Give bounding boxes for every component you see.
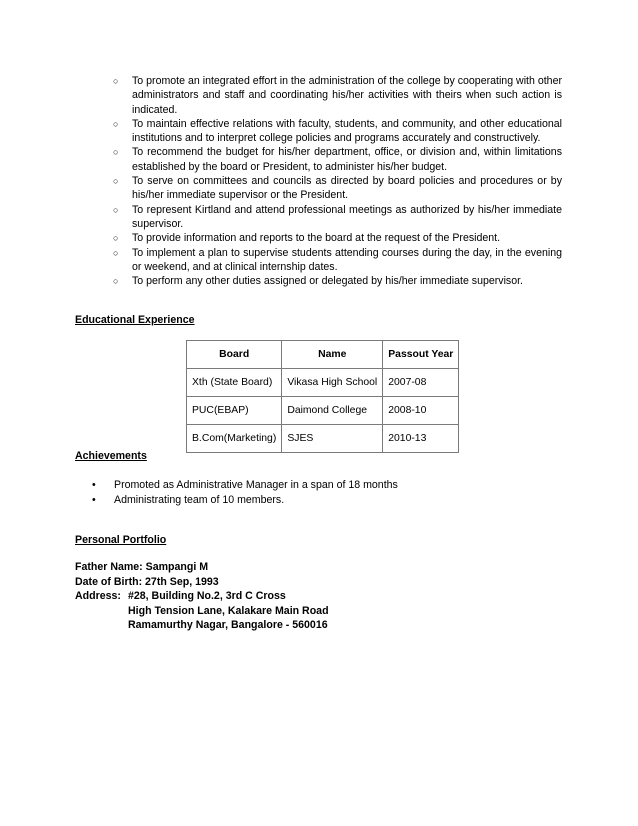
table-cell: Daimond College [282,397,383,425]
date-of-birth: Date of Birth: 27th Sep, 1993 [75,575,219,588]
table-cell: B.Com(Marketing) [187,425,282,453]
bullet-icon: • [92,493,96,506]
achievements-heading: Achievements [75,450,147,462]
duty-text: To recommend the budget for his/her department, office, or division and, within limitations established by the board or President, to administer his/her budget. [132,146,562,173]
table-row [187,397,459,425]
portfolio-heading: Personal Portfolio [75,534,167,546]
duty-text: To promote an integrated effort in the administration of the college by cooperating with other administrators and staff and coordinating his/her activities with theirs when such action is indicated. [132,75,562,116]
ring-bullet-icon: ○ [113,247,119,258]
table-cell: SJES [282,425,383,453]
duty-text: To represent Kirtland and attend professional meetings as authorized by his/her immediate supervisor. [132,203,562,230]
address-line: #28, Building No.2, 3rd C Cross [128,590,286,603]
ring-bullet-icon: ○ [113,176,119,187]
table-cell: Vikasa High School [282,369,383,397]
list-item [110,203,562,232]
table-cell: PUC(EBAP) [187,397,282,425]
address-line: Ramamurthy Nagar, Bangalore - 560016 [128,619,328,632]
ring-bullet-icon: ○ [113,204,119,215]
ring-bullet-icon: ○ [113,276,119,287]
achievement-text: Promoted as Administrative Manager in a span of 18 months [114,479,398,491]
duties-list [110,74,562,288]
list-item [110,117,562,146]
duty-text: To implement a plan to supervise students attending courses during the day, in the evening or weekend, and at clinical internship dates. [132,246,562,273]
address-row [75,589,329,604]
father-name: Father Name: Sampangi M [75,561,209,573]
duty-text: To provide information and reports to the board at the request of the President. [132,232,501,245]
list-item [110,145,562,174]
list-item [92,478,398,493]
address-line: High Tension Lane, Kalakare Main Road [128,604,329,617]
table-cell: Xth (State Board) [187,369,282,397]
duty-text: To serve on committees and councils as directed by board policies and procedures or by his/her immediate supervisor or the President. [132,175,562,202]
duty-text: To maintain effective relations with faculty, students, and community, and other educational institutions and to interpret college policies and programs accurately and constructively. [132,117,562,145]
table-row [187,425,459,453]
column-header-name: Name [282,341,383,369]
column-header-passout-year: Passout Year [383,341,459,369]
duty-text: To perform any other duties assigned or delegated by his/her immediate supervisor. [132,275,524,288]
bullet-icon: • [92,479,96,491]
list-item [92,493,398,508]
table-row [187,369,459,397]
list-item [110,231,562,245]
achievement-text: Administrating team of 10 members. [114,493,285,506]
achievements-list [92,478,398,507]
list-item [110,174,562,203]
list-item [110,74,562,117]
education-table [186,340,459,453]
address-label: Address: [75,590,121,603]
ring-bullet-icon: ○ [113,233,119,244]
education-heading: Educational Experience [75,314,195,326]
table-cell: 2010-13 [383,425,459,453]
ring-bullet-icon: ○ [113,118,119,129]
table-cell: 2007-08 [383,369,459,397]
table-header-row [187,341,459,369]
list-item [110,246,562,275]
list-item [110,274,562,288]
ring-bullet-icon: ○ [113,147,119,158]
table-cell: 2008-10 [383,397,459,425]
column-header-board: Board [187,341,282,369]
portfolio-details [75,560,329,633]
ring-bullet-icon: ○ [113,76,119,86]
